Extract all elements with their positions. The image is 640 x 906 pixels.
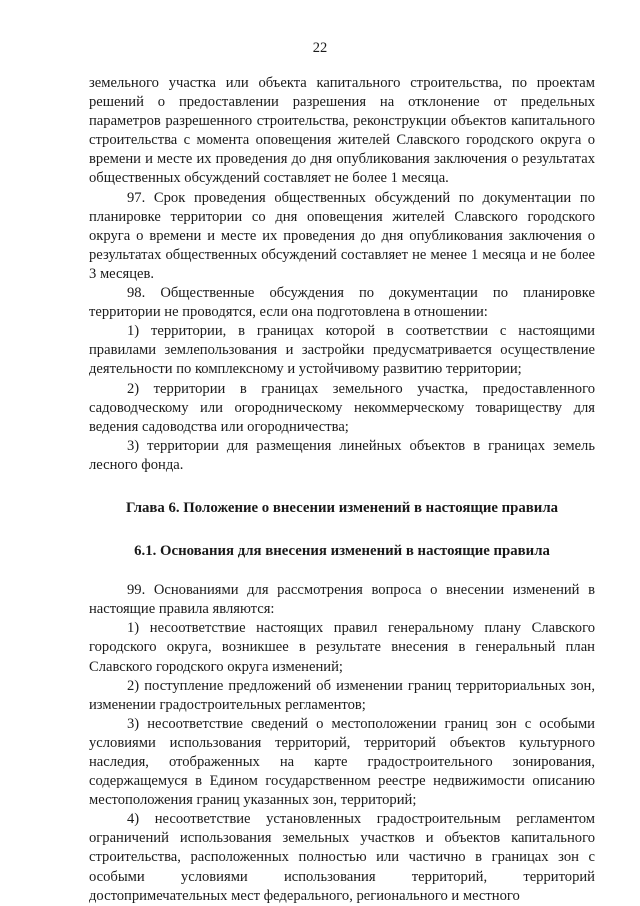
paragraph-99: 99. Основаниями для рассмотрения вопроса о внесении изменений в настоящие правила являются: [89, 582, 595, 618]
paragraph-99-item-3: 3) несоответствие сведений о местоположении границ зон с особыми условиями использования территорий, территорий объектов культурного наследия, отображенных на карте градостроительного зонирования, содержащемуся в Едином государственном реестре недвижимости описанию местоположения границ указанных зон, территорий; [89, 715, 595, 809]
paragraph-99-item-1: 1) несоответствие настоящих правил генеральному плану Славского городского округа, возникшее в результате внесения в генеральный план Славского городского округа изменений; [89, 620, 595, 675]
section-heading: 6.1. Основания для внесения изменений в настоящие правила [134, 543, 550, 560]
paragraph-99-item-2: 2) поступление предложений об изменении границ территориальных зон, изменении градостроительных регламентов; [89, 677, 595, 713]
chapter-heading: Глава 6. Положение о внесении изменений в настоящие правила [125, 499, 559, 516]
document-body [89, 74, 595, 906]
paragraph-98-item-2: 2) территории в границах земельного участка, предоставленного садоводческому или огородническому некоммерческому товариществу для ведения садоводства или огородничества; [89, 380, 595, 435]
paragraph-98-item-1: 1) территории, в границах которой в соответствии с настоящими правилами землепользования и застройки предусматривается осуществление деятельности по комплексному и устойчивому развитию территории; [89, 323, 595, 378]
paragraph-97: 97. Срок проведения общественных обсуждений по документации по планировке территории со дня оповещения жителей Славского городского округа о времени и месте их проведения до дня опубликования заключения о результатах общественных обсуждений составляет не менее 1 месяца и не более 3 месяцев. [89, 189, 595, 282]
page-number: 22 [312, 40, 328, 56]
paragraph-continuation: земельного участка или объекта капитального строительства, по проектам решений о предоставлении разрешения на отклонение от предельных параметров разрешенного строительства, реконструкции объектов капитального строительства с момента оповещения жителей Славского городского округа о времени и месте их проведения до дня опубликования заключения о результатах общественных обсуждений составляет не более 1 месяца. [89, 75, 595, 187]
paragraph-99-item-4: 4) несоответствие установленных градостроительным регламентом ограничений использования земельных участков и объектов капитального строительства, расположенных полностью или частично в границах зон с особыми условиями использования территорий, территорий достопримечательных мест федерального, регионального и местного [89, 811, 595, 904]
paragraph-98-item-3: 3) территории для размещения линейных объектов в границах земель лесного фонда. [89, 437, 595, 473]
paragraph-98: 98. Общественные обсуждения по документации по планировке территории не проводятся, если она подготовлена в отношении: [89, 285, 595, 321]
